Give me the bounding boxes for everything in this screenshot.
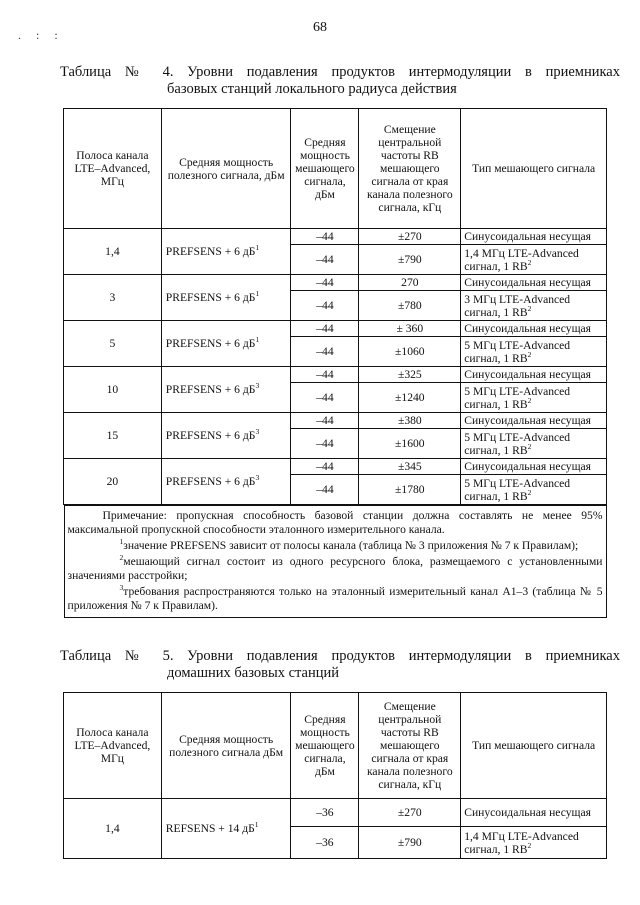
power-cell	[161, 367, 291, 413]
power-cell	[161, 321, 291, 367]
signal-type-text: Синусоидальная несущая	[464, 806, 591, 819]
signal-type-cell	[461, 429, 607, 459]
table4-header-interf: Средняя мощность мешающего сигнала, дБм	[291, 109, 359, 229]
interf-power-cell: –44	[291, 337, 359, 367]
note-1-text: значение PREFSENS зависит от полосы канала (таблица № 3 приложения № 7 к Правилам);	[123, 539, 579, 552]
power-text: PREFSENS + 6 дБ	[165, 475, 256, 488]
signal-type-cell	[461, 383, 607, 413]
power-footnote: 1	[255, 289, 260, 299]
offset-cell: ±1060	[359, 337, 461, 367]
note-2-text: мешающий сигнал состоит из одного ресурсного блока, размещаемого с установленными значениями расстройки;	[67, 555, 603, 582]
note-1-sup: 1	[119, 537, 124, 547]
note-1	[68, 539, 603, 553]
offset-cell: ±1780	[359, 475, 461, 505]
table-row	[64, 413, 607, 429]
power-footnote: 3	[255, 473, 260, 483]
signal-type-cell	[461, 275, 607, 291]
table4-header-offset: Смещение центральной частоты RB мешающего сигнала от края канала полезного сигнала, кГц	[359, 109, 461, 229]
signal-type-text: 5 МГц LTE-Advanced сигнал, 1 RB	[464, 476, 571, 503]
signal-type-cell	[461, 229, 607, 245]
power-cell	[161, 275, 291, 321]
power-text: PREFSENS + 6 дБ	[165, 383, 256, 396]
table4-body	[64, 229, 607, 505]
power-footnote: 3	[255, 381, 260, 391]
table5-caption	[60, 648, 620, 682]
signal-type-cell	[461, 475, 607, 505]
interf-power-cell: –44	[291, 321, 359, 337]
signal-type-text: Синусоидальная несущая	[464, 230, 591, 243]
power-cell	[161, 229, 291, 275]
table-row	[64, 367, 607, 383]
signal-type-footnote: 2	[527, 441, 532, 451]
table-row	[64, 275, 607, 291]
signal-type-text: Синусоидальная несущая	[464, 368, 591, 381]
signal-type-cell	[461, 367, 607, 383]
power-cell	[161, 459, 291, 505]
signal-type-text: 1,4 МГц LTE-Advanced сигнал, 1 RB	[464, 246, 579, 273]
power-text: PREFSENS + 6 дБ	[165, 245, 256, 258]
note-2	[68, 555, 603, 583]
table4-notes	[64, 505, 607, 618]
band-cell: 3	[64, 275, 162, 321]
signal-type-cell	[461, 321, 607, 337]
table5-header-power: Средняя мощность полезного сигнала дБм	[161, 693, 291, 799]
interf-power-cell: –44	[291, 291, 359, 321]
power-footnote: 1	[254, 820, 259, 830]
band-cell: 5	[64, 321, 162, 367]
offset-cell: ±1600	[359, 429, 461, 459]
signal-type-cell	[461, 337, 607, 367]
offset-cell: ±1240	[359, 383, 461, 413]
table5-header-row	[64, 693, 607, 799]
signal-type-text: 5 МГц LTE-Advanced сигнал, 1 RB	[464, 384, 571, 411]
table4-header-band: Полоса канала LTE–Advanced, МГц	[64, 109, 162, 229]
table5	[63, 692, 607, 859]
signal-type-text: 5 МГц LTE-Advanced сигнал, 1 RB	[464, 338, 571, 365]
power-footnote: 1	[255, 335, 260, 345]
table5-caption-line1: Таблица № 5. Уровни подавления продуктов интермодуляции в приемниках	[60, 648, 620, 664]
power-footnote: 3	[255, 427, 260, 437]
power-cell	[161, 413, 291, 459]
signal-type-text: Синусоидальная несущая	[464, 414, 591, 427]
table4	[63, 108, 607, 618]
signal-type-cell	[461, 413, 607, 429]
offset-cell: ±270	[359, 799, 461, 827]
table4-header-row	[64, 109, 607, 229]
table5-header-interf: Средняя мощность мешающего сигнала, дБм	[291, 693, 359, 799]
table4-caption-line2: базовых станций локального радиуса действия	[167, 81, 457, 97]
offset-cell: ±780	[359, 291, 461, 321]
note-2-sup: 2	[119, 553, 124, 563]
power-text: PREFSENS + 6 дБ	[165, 337, 256, 350]
interf-power-cell: –44	[291, 383, 359, 413]
table-row	[64, 321, 607, 337]
offset-cell: ±790	[359, 245, 461, 275]
table4-caption-line1: Таблица № 4. Уровни подавления продуктов интермодуляции в приемниках	[60, 64, 620, 80]
offset-cell: ±325	[359, 367, 461, 383]
power-text: REFSENS + 14 дБ	[165, 822, 255, 835]
interf-power-cell: –44	[291, 429, 359, 459]
interf-power-cell: –44	[291, 413, 359, 429]
table5-caption-line2: домашних базовых станций	[167, 665, 340, 681]
signal-type-cell	[461, 245, 607, 275]
signal-type-text: Синусоидальная несущая	[464, 322, 591, 335]
table4-caption	[60, 64, 620, 98]
note-3-sup: 3	[119, 583, 124, 593]
signal-type-footnote: 2	[527, 303, 532, 313]
table-row	[64, 229, 607, 245]
signal-type-footnote: 2	[527, 349, 532, 359]
signal-type-cell	[461, 291, 607, 321]
table5-header-offset: Смещение центральной частоты RB мешающего сигнала от края канала полезного сигнала, кГц	[359, 693, 461, 799]
offset-cell: ±380	[359, 413, 461, 429]
band-cell: 1,4	[64, 799, 162, 859]
offset-cell: ±345	[359, 459, 461, 475]
offset-cell: ± 360	[359, 321, 461, 337]
band-cell: 10	[64, 367, 162, 413]
signal-type-text: 1,4 МГц LTE-Advanced сигнал, 1 RB	[464, 829, 579, 856]
table-row	[64, 799, 607, 827]
signal-type-footnote: 2	[527, 840, 532, 850]
signal-type-footnote: 2	[527, 257, 532, 267]
power-text: PREFSENS + 6 дБ	[165, 291, 256, 304]
signal-type-text: 5 МГц LTE-Advanced сигнал, 1 RB	[464, 430, 571, 457]
power-cell	[161, 799, 291, 859]
note-3	[68, 585, 603, 613]
interf-power-cell: –44	[291, 275, 359, 291]
interf-power-cell: –36	[291, 799, 359, 827]
band-cell: 15	[64, 413, 162, 459]
interf-power-cell: –44	[291, 229, 359, 245]
table-row	[64, 459, 607, 475]
table5-header-type: Тип мешающего сигнала	[461, 693, 607, 799]
note-3-text: требования распространяются только на эталонный измерительный канал А1–3 (таблица № 5 приложения № 7 к Правилам).	[67, 585, 603, 612]
band-cell: 20	[64, 459, 162, 505]
table5-body	[64, 799, 607, 859]
power-footnote: 1	[255, 243, 260, 253]
offset-cell: 270	[359, 275, 461, 291]
signal-type-text: Синусоидальная несущая	[464, 460, 591, 473]
interf-power-cell: –44	[291, 475, 359, 505]
offset-cell: ±790	[359, 827, 461, 859]
power-text: PREFSENS + 6 дБ	[165, 429, 256, 442]
margin-marks: . : :	[18, 28, 64, 42]
band-cell: 1,4	[64, 229, 162, 275]
page-number: 68	[313, 20, 327, 35]
note-main: Примечание: пропускная способность базовой станции должна составлять не менее 95% максимальной пропускной способности эталонного измерительного канала.	[67, 509, 603, 536]
signal-type-footnote: 2	[527, 487, 532, 497]
table4-header-type: Тип мешающего сигнала	[461, 109, 607, 229]
table5-header-band: Полоса канала LTE–Advanced, МГц	[64, 693, 162, 799]
signal-type-text: Синусоидальная несущая	[464, 276, 591, 289]
interf-power-cell: –44	[291, 245, 359, 275]
signal-type-cell	[461, 459, 607, 475]
interf-power-cell: –44	[291, 367, 359, 383]
signal-type-cell	[461, 827, 607, 859]
signal-type-text: 3 МГц LTE-Advanced сигнал, 1 RB	[464, 292, 571, 319]
interf-power-cell: –44	[291, 459, 359, 475]
table4-header-power: Средняя мощность полезного сигнала, дБм	[161, 109, 291, 229]
interf-power-cell: –36	[291, 827, 359, 859]
offset-cell: ±270	[359, 229, 461, 245]
signal-type-cell	[461, 799, 607, 827]
signal-type-footnote: 2	[527, 395, 532, 405]
